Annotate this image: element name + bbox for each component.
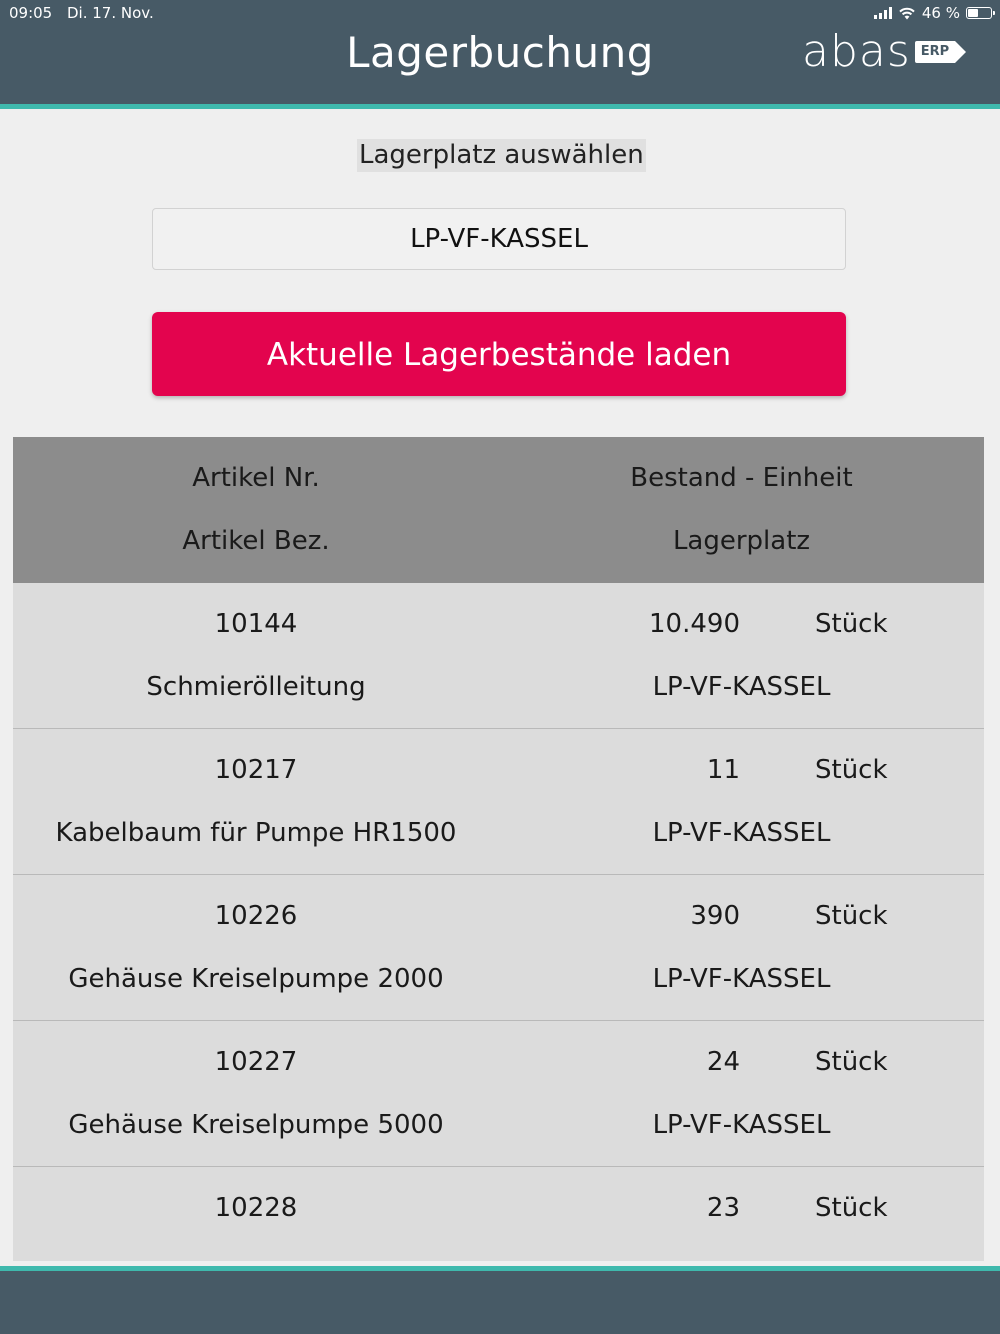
logo-text: abas [802,26,911,77]
header-article-desc: Artikel Bez. [182,526,330,556]
stock-quantity: 10.490 [649,609,740,639]
app-footer [0,1271,1000,1334]
header-article-no: Artikel Nr. [192,463,320,493]
storage-location: LP-VF-KASSEL [652,818,831,848]
stock-unit: Stück [815,609,888,639]
page-title: Lagerbuchung [346,28,654,77]
battery-percent: 46 % [921,4,960,22]
storage-location-field[interactable]: LP-VF-KASSEL [152,208,846,270]
table-row[interactable] [13,1167,984,1261]
article-no: 10144 [214,609,298,639]
article-desc: Kabelbaum für Pumpe HR1500 [55,818,457,848]
stock-table [13,437,984,1261]
storage-location: LP-VF-KASSEL [652,1110,831,1140]
load-stock-button[interactable]: Aktuelle Lagerbestände laden [152,312,846,396]
storage-location: LP-VF-KASSEL [652,964,831,994]
status-time: 09:05 [9,4,53,22]
stock-unit: Stück [815,901,888,931]
stock-unit: Stück [815,1047,888,1077]
table-row[interactable] [13,1021,984,1167]
stock-quantity: 390 [690,901,740,931]
stock-quantity: 24 [706,1047,740,1077]
header-location: Lagerplatz [672,526,811,556]
logo-badge: ERP [915,41,955,63]
article-no: 10227 [214,1047,298,1077]
stock-unit: Stück [815,755,888,785]
app-header [0,0,1000,104]
battery-icon [966,7,992,19]
article-desc: Gehäuse Kreiselpumpe 5000 [68,1110,444,1140]
table-row[interactable] [13,875,984,1021]
header-stock-unit: Bestand - Einheit [630,463,853,493]
wifi-icon [898,7,916,20]
article-desc: Schmierölleitung [146,672,366,702]
article-no: 10228 [214,1193,298,1223]
table-row[interactable] [13,729,984,875]
status-date: Di. 17. Nov. [67,4,154,22]
storage-location: LP-VF-KASSEL [652,672,831,702]
stock-quantity: 23 [706,1193,740,1223]
stock-unit: Stück [815,1193,888,1223]
header-accent-line [0,104,1000,109]
storage-select-label: Lagerplatz auswählen [359,140,644,170]
table-header [13,437,984,583]
status-indicators [874,4,992,22]
table-row[interactable] [13,583,984,729]
abas-erp-logo [802,26,955,77]
article-desc: Gehäuse Kreiselpumpe 2000 [68,964,444,994]
article-no: 10217 [214,755,298,785]
article-no: 10226 [214,901,298,931]
cellular-signal-icon [874,7,892,19]
stock-quantity: 11 [706,755,740,785]
